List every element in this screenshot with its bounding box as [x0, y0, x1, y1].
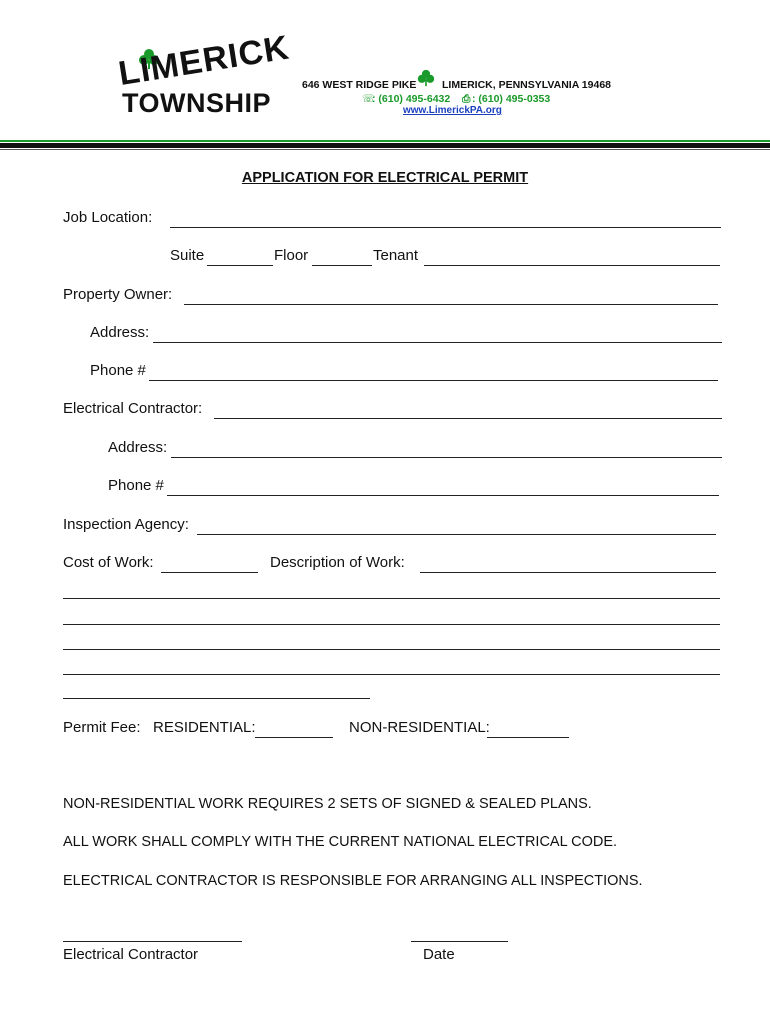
cost-of-work-field[interactable]	[161, 572, 258, 573]
non-residential-label: NON-RESIDENTIAL:	[349, 719, 490, 736]
property-owner-label: Property Owner:	[63, 286, 173, 303]
suite-field[interactable]	[207, 265, 273, 266]
property-owner-field[interactable]	[184, 304, 718, 305]
phone-number: : (610) 495-6432	[372, 93, 451, 105]
residential-fee-field[interactable]	[255, 737, 333, 738]
header-rule-black	[0, 143, 770, 148]
description-of-work-field[interactable]	[420, 572, 716, 573]
contractor-address-field[interactable]	[171, 457, 722, 458]
owner-phone-field[interactable]	[149, 380, 718, 381]
tenant-label: Tenant	[373, 247, 419, 264]
job-location-field[interactable]	[170, 227, 721, 228]
electrical-contractor-label: Electrical Contractor:	[63, 400, 203, 417]
owner-phone-label: Phone #	[90, 362, 146, 379]
contractor-phone-label: Phone #	[108, 477, 164, 494]
suite-label: Suite	[170, 247, 205, 264]
cost-of-work-label: Cost of Work:	[63, 554, 154, 571]
header-rule-thin	[0, 149, 770, 150]
electrical-contractor-field[interactable]	[214, 418, 722, 419]
note-inspections: ELECTRICAL CONTRACTOR IS RESPONSIBLE FOR ARRANGING ALL INSPECTIONS.	[63, 873, 643, 889]
description-line-3[interactable]	[63, 649, 720, 650]
description-line-2[interactable]	[63, 624, 720, 625]
logo-word-township: TOWNSHIP	[122, 88, 272, 118]
inspection-agency-field[interactable]	[197, 534, 716, 535]
description-of-work-label: Description of Work:	[270, 554, 405, 571]
description-line-1[interactable]	[63, 598, 720, 599]
job-location-label: Job Location:	[63, 209, 153, 226]
description-line-5[interactable]	[63, 698, 370, 699]
logo-word-limerick: LIMERICK	[115, 28, 293, 94]
street-address: 646 WEST RIDGE PIKE	[302, 79, 417, 91]
owner-address-field[interactable]	[153, 342, 722, 343]
header-rule-green	[0, 140, 770, 142]
description-line-4[interactable]	[63, 674, 720, 675]
tenant-field[interactable]	[424, 265, 720, 266]
date-label: Date	[423, 946, 455, 963]
contractor-signature-field[interactable]	[63, 941, 242, 942]
fax-number: : (610) 495-0353	[472, 93, 551, 105]
contractor-signature-label: Electrical Contractor	[63, 946, 199, 963]
phone-icon: ☏	[362, 93, 376, 105]
date-field[interactable]	[411, 941, 508, 942]
owner-address-label: Address:	[90, 324, 150, 341]
contractor-address-label: Address:	[108, 439, 168, 456]
floor-field[interactable]	[312, 265, 372, 266]
website-link[interactable]: www.LimerickPA.org	[403, 105, 502, 116]
non-residential-fee-field[interactable]	[487, 737, 569, 738]
shamrock-icon	[417, 69, 435, 87]
permit-fee-label: Permit Fee:	[63, 719, 141, 736]
form-title: APPLICATION FOR ELECTRICAL PERMIT	[241, 170, 529, 186]
note-electrical-code: ALL WORK SHALL COMPLY WITH THE CURRENT NATIONAL ELECTRICAL CODE.	[63, 834, 618, 850]
floor-label: Floor	[274, 247, 309, 264]
city-state-zip: LIMERICK, PENNSYLVANIA 19468	[442, 79, 612, 91]
fax-icon: ⎙	[462, 93, 471, 105]
residential-label: RESIDENTIAL:	[153, 719, 256, 736]
inspection-agency-label: Inspection Agency:	[63, 516, 189, 533]
contractor-phone-field[interactable]	[167, 495, 719, 496]
note-sealed-plans: NON-RESIDENTIAL WORK REQUIRES 2 SETS OF SIGNED & SEALED PLANS.	[63, 796, 592, 812]
